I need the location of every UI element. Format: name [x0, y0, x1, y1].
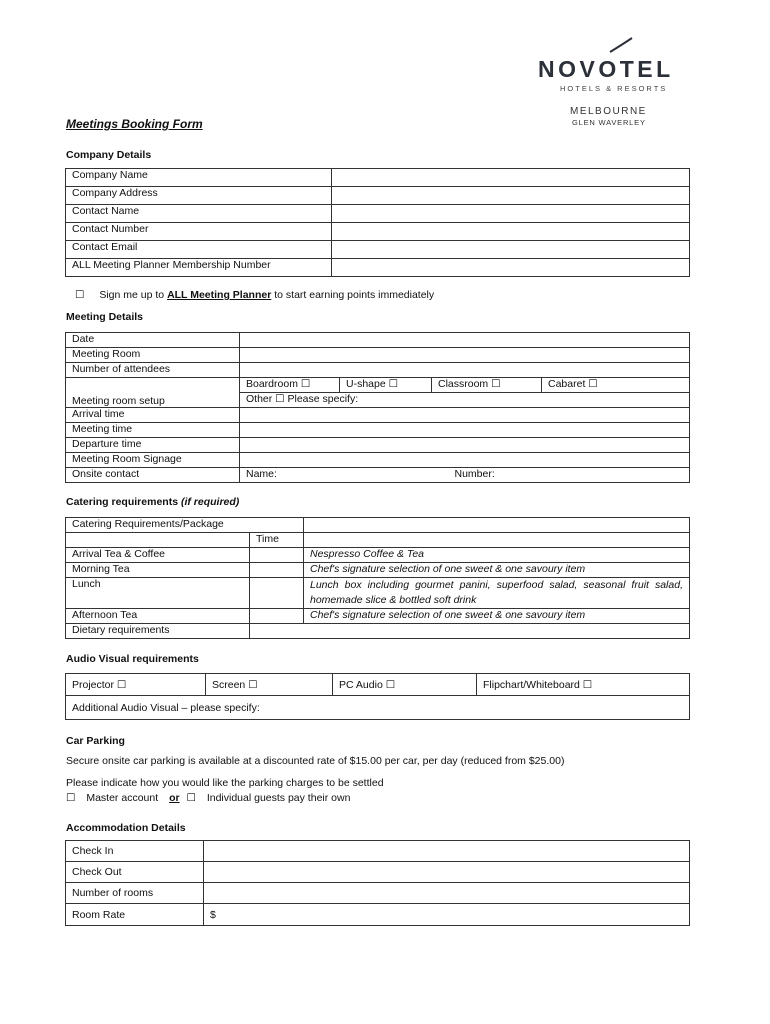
company-address-field[interactable] [332, 187, 690, 205]
company-address-label: Company Address [66, 187, 332, 205]
signup-checkbox[interactable]: ☐ [75, 289, 85, 301]
company-name-field[interactable] [332, 169, 690, 187]
setup-label: Meeting room setup [66, 378, 240, 408]
date-field[interactable] [240, 333, 690, 348]
time-spacer [66, 533, 250, 548]
package-label: Catering Requirements/Package [66, 518, 304, 533]
catering-row-label: Lunch [66, 578, 250, 609]
parking-heading: Car Parking [66, 735, 125, 747]
parking-line2: Please indicate how you would like the parking charges to be settled [66, 777, 384, 789]
departure-field[interactable] [240, 438, 690, 453]
date-label: Date [66, 333, 240, 348]
onsite-field[interactable] [240, 468, 690, 483]
check-out-label: Check Out [66, 862, 204, 883]
contact-email-label: Contact Email [66, 241, 332, 259]
onsite-number: Number: [454, 468, 495, 480]
master-account-label: Master account [86, 792, 159, 804]
signup-link[interactable]: ALL Meeting Planner [167, 289, 272, 301]
catering-row-label: Arrival Tea & Coffee [66, 548, 250, 563]
catering-heading-note: (if required) [180, 496, 240, 508]
av-pc-audio[interactable]: PC Audio ☐ [333, 674, 477, 696]
catering-row-desc: Chef's signature selection of one sweet & one savoury item [304, 609, 690, 624]
page-title: Meetings Booking Form [66, 117, 203, 131]
meeting-time-label: Meeting time [66, 423, 240, 438]
meeting-heading: Meeting Details [66, 311, 144, 323]
contact-name-field[interactable] [332, 205, 690, 223]
contact-number-field[interactable] [332, 223, 690, 241]
setup-classroom[interactable]: Classroom ☐ [432, 378, 542, 393]
catering-heading: Catering requirements (if required) [66, 496, 240, 508]
av-screen[interactable]: Screen ☐ [206, 674, 333, 696]
signage-field[interactable] [240, 453, 690, 468]
dietary-label: Dietary requirements [66, 624, 250, 639]
check-in-field[interactable] [204, 841, 690, 862]
arrival-label: Arrival time [66, 408, 240, 423]
catering-row-desc: Nespresso Coffee & Tea [304, 548, 690, 563]
catering-time-field[interactable] [250, 578, 304, 609]
time-header: Time [250, 533, 304, 548]
meeting-room-field[interactable] [240, 348, 690, 363]
contact-name-label: Contact Name [66, 205, 332, 223]
onsite-label: Onsite contact [66, 468, 240, 483]
setup-ushape[interactable]: U-shape ☐ [340, 378, 432, 393]
contact-number-label: Contact Number [66, 223, 332, 241]
attendees-field[interactable] [240, 363, 690, 378]
logo-city: MELBOURNE [570, 106, 647, 117]
room-rate-field[interactable]: $ [204, 904, 690, 926]
individual-checkbox[interactable]: ☐ [186, 792, 196, 804]
logo-sub: HOTELS & RESORTS [560, 84, 668, 93]
or-label: or [169, 792, 180, 804]
av-flipchart[interactable]: Flipchart/Whiteboard ☐ [477, 674, 690, 696]
membership-label: ALL Meeting Planner Membership Number [66, 259, 332, 277]
contact-email-field[interactable] [332, 241, 690, 259]
master-account-checkbox[interactable]: ☐ [66, 792, 76, 804]
av-heading: Audio Visual requirements [66, 653, 199, 665]
meeting-time-field[interactable] [240, 423, 690, 438]
catering-row-label: Afternoon Tea [66, 609, 250, 624]
signup-text: Sign me up to [99, 289, 168, 301]
catering-row-desc: Lunch box including gourmet panini, superfood salad, seasonal fruit salad, homemade slice & bottled soft drink [304, 578, 690, 609]
attendees-label: Number of attendees [66, 363, 240, 378]
meeting-room-label: Meeting Room [66, 348, 240, 363]
departure-label: Departure time [66, 438, 240, 453]
catering-row-label: Morning Tea [66, 563, 250, 578]
av-projector[interactable]: Projector ☐ [66, 674, 206, 696]
meeting-table [65, 332, 690, 483]
company-name-label: Company Name [66, 169, 332, 187]
catering-time-field[interactable] [250, 609, 304, 624]
parking-line1: Secure onsite car parking is available at a discounted rate of $15.00 per car, per day (reduced from $25.00) [66, 755, 565, 767]
time-header-blank [304, 533, 690, 548]
accommodation-table [65, 840, 690, 926]
logo-brand: NOVOTEL [538, 56, 674, 82]
membership-field[interactable] [332, 259, 690, 277]
setup-boardroom[interactable]: Boardroom ☐ [240, 378, 340, 393]
parking-options [66, 792, 350, 804]
rooms-field[interactable] [204, 883, 690, 904]
onsite-name: Name: [246, 468, 277, 480]
hotel-logo [520, 36, 700, 136]
accommodation-heading: Accommodation Details [66, 822, 186, 834]
setup-other[interactable]: Other ☐ Please specify: [240, 393, 690, 408]
company-table [65, 168, 690, 277]
signup-row [75, 289, 434, 301]
rooms-label: Number of rooms [66, 883, 204, 904]
catering-row-desc: Chef's signature selection of one sweet & one savoury item [304, 563, 690, 578]
arrival-field[interactable] [240, 408, 690, 423]
package-field[interactable] [304, 518, 690, 533]
check-out-field[interactable] [204, 862, 690, 883]
logo-area: GLEN WAVERLEY [572, 118, 646, 127]
catering-time-field[interactable] [250, 548, 304, 563]
setup-cabaret[interactable]: Cabaret ☐ [542, 378, 690, 393]
check-in-label: Check In [66, 841, 204, 862]
catering-time-field[interactable] [250, 563, 304, 578]
signage-label: Meeting Room Signage [66, 453, 240, 468]
individual-label: Individual guests pay their own [206, 792, 351, 804]
swoosh-icon [608, 36, 634, 54]
dietary-field[interactable] [250, 624, 690, 639]
room-rate-label: Room Rate [66, 904, 204, 926]
catering-table [65, 517, 690, 639]
av-additional-field[interactable]: Additional Audio Visual – please specify: [66, 696, 690, 720]
company-heading: Company Details [66, 149, 152, 161]
av-table [65, 673, 690, 720]
signup-text-end: to start earning points immediately [271, 289, 435, 301]
